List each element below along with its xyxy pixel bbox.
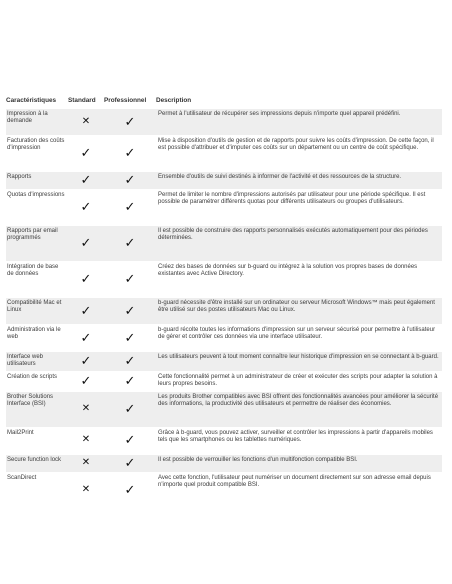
checkmark-icon: ✓: [124, 235, 136, 251]
feature-comparison-table: [6, 96, 442, 508]
checkmark-icon: ✓: [124, 271, 136, 287]
cross-icon: ✕: [81, 115, 91, 127]
standard-availability: [68, 262, 104, 298]
header-description: Description: [156, 97, 192, 104]
checkmark-icon: ✓: [80, 271, 92, 287]
standard-availability: [68, 391, 104, 427]
checkmark-icon: ✓: [124, 373, 136, 389]
table-row: [6, 190, 442, 226]
feature-description: Créez des bases de données sur b-guard ou intégrez à la solution vos propres bases de données existantes avec Active Directory.: [158, 264, 418, 278]
table-row: [6, 352, 442, 372]
standard-availability: [68, 472, 104, 508]
checkmark-icon: ✓: [80, 145, 92, 161]
feature-description: Permet de limiter le nombre d'impressions autorisés par utilisateur pour une période spécifique. Il est possible de paramétrer différents quotas pour différents utilisateurs ou groupes d'utilisateurs.: [158, 192, 426, 206]
table-row: [6, 172, 442, 190]
cross-icon: ✕: [81, 456, 91, 468]
feature-name: Administration via le web: [7, 327, 61, 341]
feature-description: Mise à disposition d'outils de gestion et de rapports pour suivre les coûts d'impression. De cette façon, il est possible d'attribuer et d'imputer ces coûts sur un département ou un centre de coût spécifique.: [158, 138, 434, 152]
feature-name: Intégration de base de données: [7, 264, 59, 278]
professional-availability: [104, 109, 156, 136]
feature-description: Cette fonctionnalité permet à un administrateur de créer et exécuter des scripts pour adapter la solution à leurs propres besoins.: [158, 373, 438, 388]
table-row: [6, 472, 442, 508]
standard-availability: [68, 427, 104, 454]
feature-name: ScanDirect: [7, 474, 37, 481]
table-row: [6, 325, 442, 352]
feature-name: Création de scripts: [7, 373, 58, 380]
checkmark-icon: ✓: [80, 329, 92, 345]
checkmark-icon: ✓: [124, 454, 136, 470]
feature-name: Quotas d'impressions: [7, 192, 65, 198]
standard-availability: [68, 226, 104, 262]
feature-name: Rapports par email programmés: [6, 226, 68, 262]
checkmark-icon: ✓: [124, 172, 136, 188]
header-standard: Standard: [68, 97, 96, 104]
feature-name: Mail2Print: [7, 429, 34, 436]
professional-availability: [104, 190, 156, 226]
checkmark-icon: ✓: [80, 373, 92, 389]
table-row: [6, 371, 442, 391]
professional-availability: [104, 391, 156, 427]
professional-availability: [104, 262, 156, 298]
professional-availability: [104, 454, 156, 472]
checkmark-icon: ✓: [80, 302, 92, 318]
checkmark-icon: ✓: [124, 302, 136, 318]
header-feature: Caractéristiques: [6, 97, 57, 104]
table-header-row: [6, 96, 442, 109]
table-row: [6, 262, 442, 298]
checkmark-icon: ✓: [80, 199, 92, 215]
checkmark-icon: ✓: [124, 329, 136, 345]
standard-availability: [68, 136, 104, 172]
cross-icon: ✕: [81, 434, 91, 446]
checkmark-icon: ✓: [124, 353, 136, 369]
table-row: [6, 109, 442, 136]
checkmark-icon: ✓: [124, 113, 136, 129]
cross-icon: ✕: [81, 402, 91, 414]
checkmark-icon: ✓: [124, 400, 136, 416]
standard-availability: [68, 298, 104, 325]
cross-icon: ✕: [81, 484, 91, 496]
checkmark-icon: ✓: [124, 145, 136, 161]
feature-name: Compatibilité Mac et Linux: [6, 298, 68, 325]
checkmark-icon: ✓: [124, 482, 136, 498]
feature-description: Les utilisateurs peuvent à tout moment connaître leur historique d'impression en se connectant à b-guard.: [156, 352, 442, 372]
checkmark-icon: ✓: [124, 432, 136, 448]
table-row: [6, 391, 442, 427]
checkmark-icon: ✓: [80, 353, 92, 369]
feature-description: Grâce à b-guard, vous pouvez activer, surveiller et contrôler les impressions à partir d'appareils mobiles tels que les smartphones ou les tablettes numériques.: [158, 429, 433, 444]
feature-description: b-guard nécessite d'être installé sur un ordinateur ou serveur Microsoft Windows™ mais peut également être utilisé sur des postes utilisateurs Mac ou Linux.: [156, 298, 442, 325]
professional-availability: [104, 325, 156, 352]
feature-description: Les produits Brother compatibles avec BSI offrent des fonctionnalités avancées pour améliorer la sécurité des informations, la productivité des utilisateurs et permettre de réaliser des économies.: [156, 391, 442, 427]
professional-availability: [104, 298, 156, 325]
comparison-table-container: [6, 96, 442, 508]
feature-description: b-guard récolte toutes les informations d'impression sur un serveur sécurisé pour permettre à l'utilisateur de gérer et contrôler ces données via une interface utilisateur.: [158, 327, 436, 341]
table-row: [6, 454, 442, 472]
standard-availability: [68, 454, 104, 472]
standard-availability: [68, 325, 104, 352]
feature-name: Impression à la demande: [6, 109, 68, 136]
table-row: [6, 136, 442, 172]
feature-description: Permet à l'utilisateur de récupérer ses impressions depuis n'importe quel appareil prédéfini.: [156, 109, 442, 136]
feature-description: Ensemble d'outils de suivi destinés à informer de l'activité et des ressources de la structure.: [156, 172, 442, 190]
standard-availability: [68, 109, 104, 136]
table-row: [6, 298, 442, 325]
checkmark-icon: ✓: [80, 172, 92, 188]
professional-availability: [104, 472, 156, 508]
standard-availability: [68, 172, 104, 190]
feature-name: Interface web utilisateurs: [6, 352, 68, 372]
feature-name: Rapports: [6, 172, 68, 190]
professional-availability: [104, 226, 156, 262]
feature-name: Brother Solutions Interface (BSI): [6, 391, 68, 427]
professional-availability: [104, 427, 156, 454]
header-professional: Professionnel: [104, 97, 147, 104]
professional-availability: [104, 172, 156, 190]
standard-availability: [68, 352, 104, 372]
professional-availability: [104, 371, 156, 391]
professional-availability: [104, 352, 156, 372]
professional-availability: [104, 136, 156, 172]
feature-description: Il est possible de verrouiller les fonctions d'un multifonction compatible BSI.: [156, 454, 442, 472]
table-row: [6, 226, 442, 262]
standard-availability: [68, 190, 104, 226]
feature-description: Avec cette fonction, l'utilisateur peut numériser un document directement sur son adresse email depuis n'importe quel produit compatible BSI.: [158, 474, 431, 489]
feature-name: Facturation des coûts d'impression: [7, 138, 65, 152]
checkmark-icon: ✓: [80, 235, 92, 251]
checkmark-icon: ✓: [124, 199, 136, 215]
feature-name: Secure function lock: [6, 454, 68, 472]
table-row: [6, 427, 442, 454]
feature-description: Il est possible de construire des rapports personnalisés exécutés automatiquement pour des périodes déterminées.: [156, 226, 442, 262]
standard-availability: [68, 371, 104, 391]
